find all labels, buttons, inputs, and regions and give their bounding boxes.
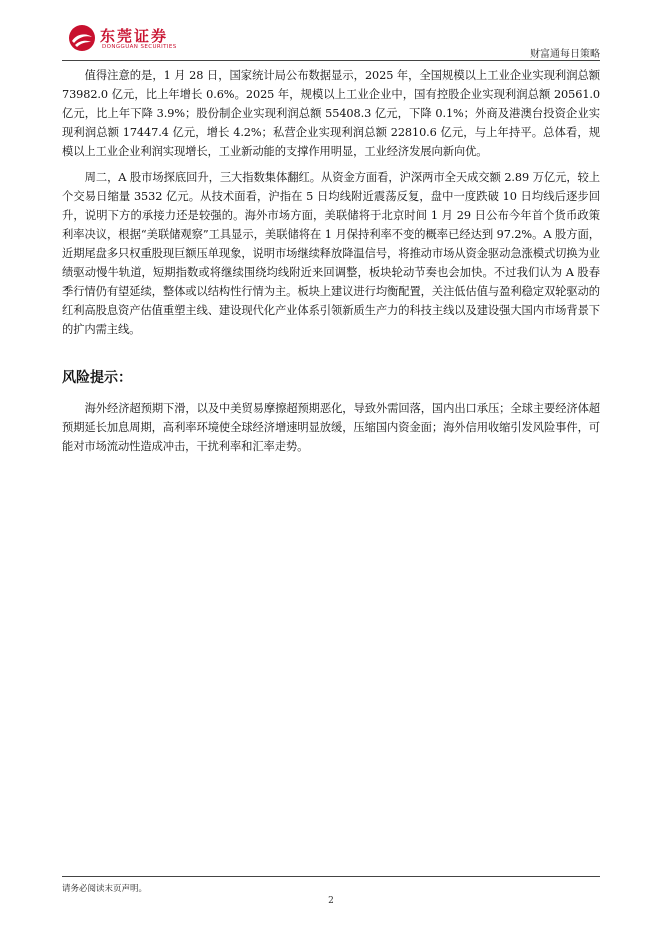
page-header xyxy=(0,0,662,62)
footer-divider xyxy=(62,876,600,877)
logo-text-cn: 东莞证券 xyxy=(100,27,169,45)
body-paragraph-2: 周二，A 股市场探底回升，三大指数集体翻红。从资金方面看，沪深两市全天成交额 2.89 万亿元，较上个交易日缩量 3532 亿元。从技术面看，沪指在 5 日均线附近震荡反复，盘中一度跌破 10 日均线后逐步回升，说明下方的承接力还是较强的。海外市场方面，美联储将于北京时间 1 月 29 日公布今年首个货币政策利率决议，根据“美联储观察”工具显示，美联储将在 1 月保持利率不变的概率已经达到 97.2%。A 股方面，近期尾盘多只权重股现巨额压单现象，说明市场继续释放降温信号，将推动市场从资金驱动急涨模式切换为业绩驱动慢牛轨道，短期指数或将继续围绕均线附近来回调整，板块轮动节奏也会加快。不过我们认为 A 股春季行情仍有望延续，整体或以结构性行情为主。板块上建议进行均衡配置，关注低估值与盈利稳定双轮驱动的红利高股息资产估值重塑主线、建设现代化产业体系引领新质生产力的科技主线以及建设强大国内市场背景下的扩内需主线。 xyxy=(62,171,600,336)
company-logo xyxy=(68,24,188,54)
logo-text-en: DONGGUAN SECURITIES xyxy=(102,44,177,50)
report-title: 财富通每日策略 xyxy=(530,49,600,60)
risk-paragraph: 海外经济超预期下滑，以及中美贸易摩擦超预期恶化，导致外需回落，国内出口承压；全球主要经济体超预期延长加息周期，高利率环境使全球经济增速明显放缓，压缩国内资金面；海外信用收缩引发风险事件，可能对市场流动性造成冲击，干扰利率和汇率走势。 xyxy=(62,402,600,453)
logo-mark-icon xyxy=(68,24,96,52)
risk-section-title: 风险提示： xyxy=(62,370,132,386)
page-number: 2 xyxy=(328,896,334,906)
header-divider xyxy=(62,60,600,61)
body-paragraph-1: 值得注意的是，1 月 28 日，国家统计局公布数据显示，2025 年，全国规模以上工业企业实现利润总额 73982.0 亿元，比上年增长 0.6%。2025 年，规模以上工业企业中，国有控股企业实现利润总额 20561.0 亿元，比上年下降 3.9%；股份制企业实现利润总额 55408.3 亿元，下降 0.1%；外商及港澳台投资企业实现利润总额 17447.4 亿元，增长 4.2%；私营企业实现利润总额 22810.6 亿元，与上年持平。总体看，规模以上工业企业利润实现增长，工业新动能的支撑作用明显，工业经济发展向新向优。 xyxy=(62,69,600,158)
footer-disclaimer: 请务必阅读末页声明。 xyxy=(62,884,148,894)
main-content xyxy=(62,66,600,463)
